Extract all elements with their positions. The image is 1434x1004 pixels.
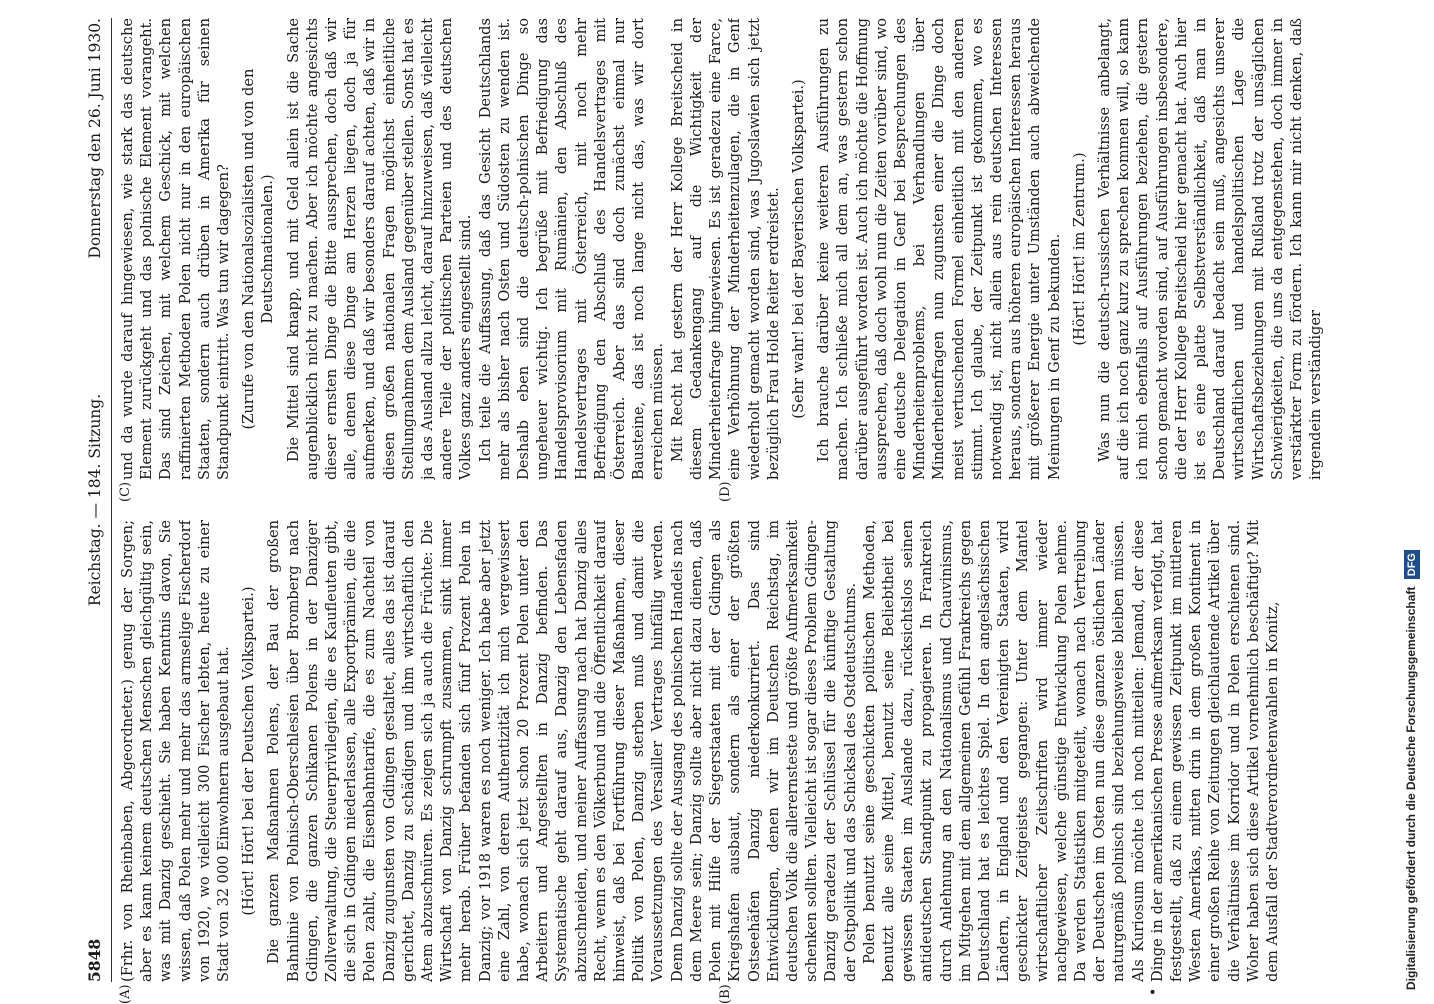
- paragraph: Polen benutzt seine geschickten politischen Methoden, benutzt alle seine Mittel, benutzt seine Beliebtheit bei gewissen Staaten im Auslande dazu, rücksichtslos seinen antideutschen Standpunkt zu propagieren. In Frankreich durch Anlehnung an den Nationalismus und Chauvinismus, im Mitgehen mit dem allgemeinen Gefühl Frankreichs gegen Deutschland hat es leichtes Spiel. In den angelsächsischen Ländern, in England und den Vereinigten Staaten, wird geschickter Zeitgeistes gegangen: Unter dem Mantel wirtschaftlicher Zeitschriften wird immer wieder nachgewiesen, welche günstige Entwicklung Polen nehme. Da werden Statistiken mitgeteilt, wonach nach Vertreibung der Deutschen im Osten nun diese ganzen östlichen Länder naturgemäß polnisch sind beziehungsweise bleiben müssen. Als Kuriosum möchte ich noch mitteilen: Jemand, der diese Dinge in der amerikanischen Presse aufmerksam verfolgt, hat festgestellt, daß zu einem gewissen Zeitpunkt im mittleren Westen Amerikas, mitten drin in dem großen Kontinent in einer großen Reihe von Zeitungen gleichlautende Artikel über die Verhältnisse im Korridor und in Polen erschienen sind. Woher haben sich diese Artikel vornehmlich beschäftigt? Mit dem Ausfall der Stadtverordnetenwahlen in Konitz,: [860, 520, 1281, 982]
- paragraph: Mit Recht hat gestern der Herr Kollege Breitscheid in diesem Gedankengang auf die Wichtigkeit der Minderheitenfrage hingewiesen. Es ist geradezu eine Farce, eine Verhöhnung der Minderheitenzulagen, die in Genf wiederholt gemacht worden sind, was Jugoslawien sich jetzt bezüglich Frau Holde Reiter erdreistet.: [668, 18, 782, 480]
- paragraph: (Frhr. von Rheinbaben, Abgeordneter.) genug der Sorgen; aber es kann keinem deutschen Menschen gleichgültig sein, was mit Danzig geschieht. Sie haben Kenntnis davon, Sie wissen, daß Polen mehr und mehr das armselige Fischerdorf von 1920, wo vielleicht 300 Fischer lebten, heute zu einer Stadt von 32 000 Einwohnern ausgebaut hat.: [119, 520, 233, 982]
- right-column: [118, 18, 1346, 480]
- margin-bullet: •: [1146, 987, 1162, 996]
- paragraph: Die Mittel sind knapp, und mit Geld allein ist die Sache augenblicklich nicht zu machen. Aber ich möchte angesichts dieser ernsten Dinge die Bitte aussprechen, doch daß wir alle, denen diese Dinge am Herzen liegen, doch ja für aufmerken, und daß wir besonders darauf achten, daß wir in diesen großen nationalen Fragen möglichst einheitliche Stellungnahmen dem Ausland gegenüber stellen. Sonst hat es ja das Ausland allzu leicht, darauf hinzuweisen, daß vielleicht andere Teile der politischen Parteien und des deutschen Volkes ganz anders eingestellt sind.: [284, 18, 475, 480]
- paragraph: und da wurde darauf hingewiesen, wie stark das deutsche Element zurückgeht und das polnische Element vorangeht. Das sind Zeichen, mit welchem Geschick, mit welchen raffinierten Methoden Polen nicht nur in den europäischen Staaten, sondern auch drüben in Amerika für seinen Standpunkt eintritt. Was tun wir dagegen?: [119, 18, 233, 480]
- watermark-text: Digitalisierung gefördert durch die Deutsche Forschungsgemeinschaft: [1404, 586, 1418, 990]
- margin-marker-a: (A): [118, 984, 133, 1004]
- interjection: (Sehr wahr! bei der Bayerischen Volkspartei.): [789, 79, 807, 419]
- paragraph: Die ganzen Maßnahmen Polens, der Bau der großen Bahnlinie von Polnisch-Oberschlesien über Bromberg nach Gdingen, die ganzen Schikanen Polens in der Danziger Zollverwaltung, die Steuerprivilegien, die es Kaufleuten gibt, die sich in Gdingen niederlassen, alle Exportprämien, die die Polen zahlt, die Eisenbahntarife, die es zum Nachteil von Danzig zugunsten von Gdingen gestaltet, alles das ist darauf gerichtet, Danzig zu schädigen und ihm wirtschaftlich den Atem abzuschnüren. Es zeigen sich ja auch die Früchte: Die Wirtschaft von Danzig schrumpft zusammen, sinkt immer mehr herab. Früher befanden sich fünf Prozent Polen in Danzig; vor 1918 waren es noch weniger. Ich habe aber jetzt eine Zahl, von deren Authentizität ich mich vergewissert habe, wonach sich jetzt schon 20 Prozent Polen unter den Arbeitern und Angestellten in Danzig befinden. Das Systematische geht darauf aus, Danzig den Lebensfaden abzuschneiden, und meiner Auffassung nach hat Danzig alles Recht, wenn es den Völkerbund und die Öffentlichkeit darauf hinweist, daß bei Fortführung dieser Maßnahmen, dieser Politik von Polen, Danzig sterben muß und damit die Voraussetzungen des Versailler Vertrages hinfällig werden. Denn Danzig sollte der Ausgang des polnischen Handels nach dem Meere sein; Danzig sollte aber nicht dazu dienen, daß Polen mit Hilfe der Siegerstaaten mit der Gdingen als Kriegshafen ausbaut, sondern als einer der größten Ostseehäfen Danzig niederkonkurriert. Das sind Entwicklungen, denen wir im Deutschen Reichstag, im deutschen Volk die allerernsteste und größte Aufmerksamkeit schenken sollten. Vielleicht ist sogar dieses Problem Gdingen-Danzig geradezu der Schlüssel für die künftige Gestaltung der Ostpolitik und das Schicksal des Ostdeutschtums.: [265, 520, 859, 982]
- margin-marker-d: (D): [718, 481, 733, 502]
- interjection: (Hört! Hört! im Zentrum.): [1070, 152, 1088, 346]
- page-number: 5848: [85, 938, 104, 982]
- paragraph: Was nun die deutsch-russischen Verhältnisse anbelangt, auf die ich noch ganz kurz zu sprechen kommen will, so kann ich mich ebenfalls auf Ausführungen beziehen, die gestern schon gemacht worden sind, auf Ausführungen insbesondere, die der Herr Kollege Breitscheid hier gemacht hat. Auch hier ist es eine platte Selbstverständlichkeit, daß man in Deutschland darauf bedacht sein muß, angesichts unserer wirtschaftlichen und handelspolitischen Lage die Wirtschaftsbeziehungen mit Rußland trotz der unsäglichen Schwierigkeiten, die uns da entgegenstehen, doch immer in verstärkter Form zu fördern. Ich kann mir nicht denken, daß irgendein verständiger: [1095, 18, 1325, 480]
- page-date: Donnerstag den 26. Juni 1930.: [86, 18, 104, 259]
- margin-marker-c: (C): [118, 481, 133, 502]
- dfg-watermark: [1398, 10, 1424, 990]
- page-title: Reichstag. — 184. Sitzung.: [86, 393, 104, 607]
- interjection: (Hört! Hört! bei der Deutschen Volkspartei.): [240, 586, 258, 916]
- dfg-logo: DFG: [1404, 550, 1420, 579]
- rotated-page: [78, 18, 1368, 1004]
- page-header: [78, 18, 112, 982]
- left-column: [118, 520, 1346, 982]
- paragraph: Ich brauche darüber keine weiteren Ausführungen zu machen. Ich schließe mich all dem an, was gestern schon darüber ausgeführt worden ist. Auch ich möchte die Hoffnung aussprechen, daß doch wohl nun die Zeiten vorüber sind, wo eine deutsche Delegation in Genf bei Besprechungen des Minderheitenproblems, bei Verhandlungen über Minderheitenfragen nun zugunsten einer die Dinge doch meist vertuschenden Formel einheitlich mit den anderen stimmt. Ich glaube, der Zeitpunkt ist gekommen, wo es notwendig ist, nicht allein aus rein deutschen Interessen heraus, sondern aus höheren europäischen Interessen heraus mit größerer Energie unter Umständen auch abweichende Meinungen in Genf zu bekunden.: [815, 18, 1063, 480]
- header-rule: [111, 18, 112, 982]
- interjection: (Zurufe von den Nationalsozialisten und von den Deutschnationalen.): [240, 68, 277, 430]
- paragraph: Ich teile die Auffassung, daß das Gesicht Deutschlands mehr als bisher nach Osten und Südosten zu wenden ist. Deshalb eben sind die deutsch-polnischen Dinge so ungeheuer wichtig. Ich begrüße mit Befriedigung das Handelsprovisorium mit Rumänien, den Abschluß des Handelsvertrages mit Österreich, mit noch mehr Befriedigung den Abschluß des Handelsvertrages mit Österreich. Aber das sind doch zunächst einmal nur Bausteine, das ist noch lange nicht das, was wir dort erreichen müssen.: [476, 18, 667, 480]
- margin-marker-b: (B): [718, 984, 733, 1004]
